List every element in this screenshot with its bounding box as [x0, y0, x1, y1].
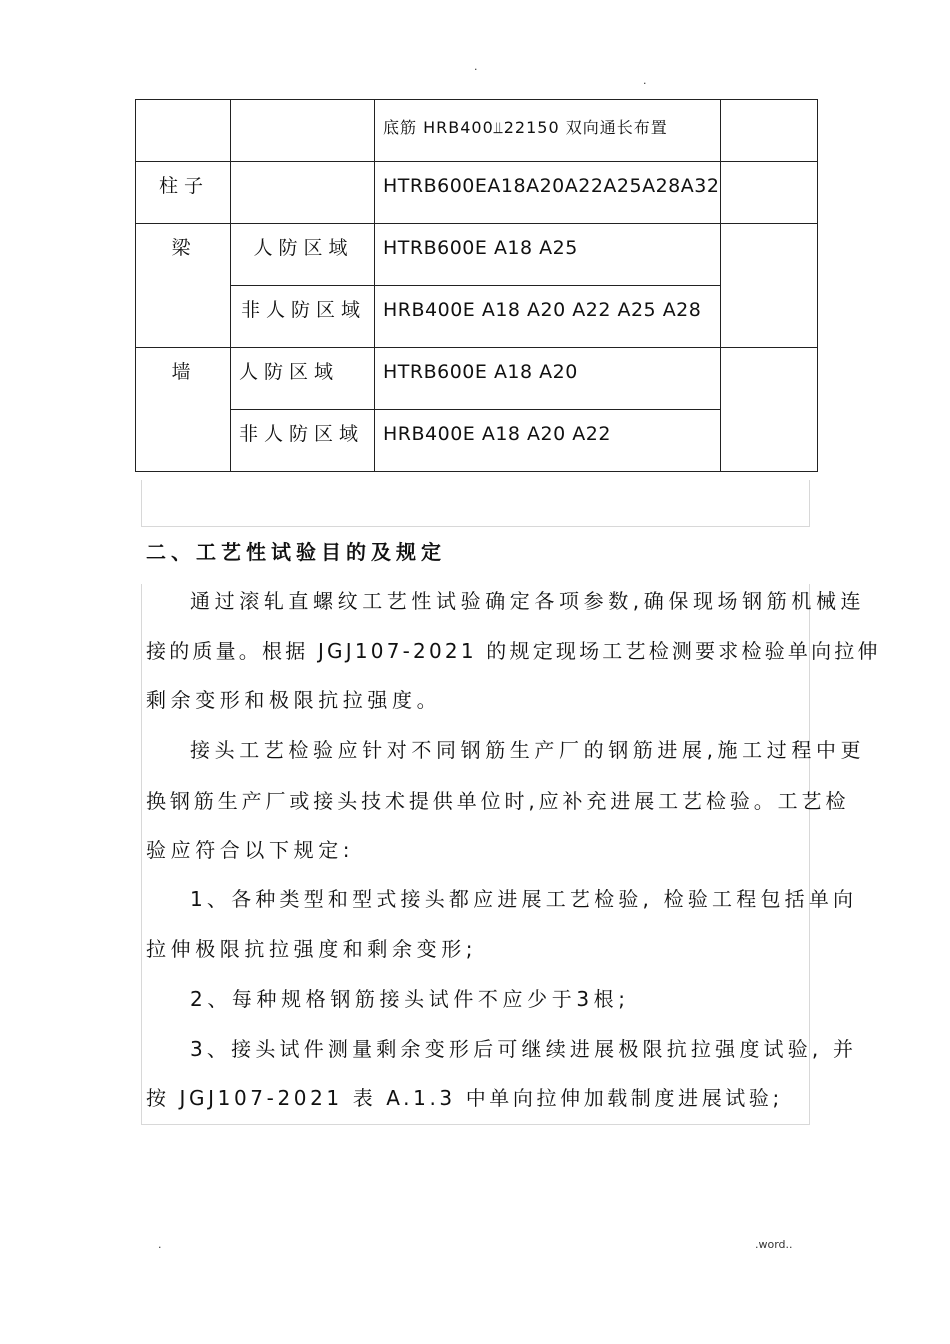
cell-area: 非人防区域 [231, 410, 375, 472]
cell-area [231, 162, 375, 224]
paragraph-line: 剩余变形和极限抗拉强度。 [146, 688, 442, 712]
table-row [136, 224, 818, 286]
cell-area: 人防区域 [231, 348, 375, 410]
section-heading: 二、工艺性试验目的及规定 [146, 540, 446, 564]
header-dot-right: . [643, 74, 647, 87]
footer-left: . [158, 1238, 162, 1251]
header-dot-left: . [474, 60, 478, 73]
cell-note [721, 100, 818, 162]
paragraph-line: 通过滚轧直螺纹工艺性试验确定各项参数,确保现场钢筋机械连 [190, 589, 866, 613]
cell-part [136, 100, 231, 162]
cell-area: 非人防区域 [231, 286, 375, 348]
cell-area: 人防区域 [231, 224, 375, 286]
rebar-spec-table [135, 99, 818, 472]
paragraph-line: 接头工艺检验应针对不同钢筋生产厂的钢筋进展,施工过程中更 [190, 738, 866, 762]
cell-part: 梁 [136, 224, 231, 348]
paragraph-line: 3、接头试件测量剩余变形后可继续进展极限抗拉强度试验, 并 [190, 1037, 858, 1061]
cell-spec: HTRB600EA18A20A22A25A28A32 [375, 162, 721, 224]
paragraph-line: 验应符合以下规定: [146, 838, 355, 862]
table-row [136, 410, 818, 472]
paragraph-line: 按 JGJ107-2021 表 A.1.3 中单向拉伸加载制度进展试验; [146, 1086, 783, 1110]
cell-part: 柱子 [136, 162, 231, 224]
table-row [136, 100, 818, 162]
cell-note [721, 224, 818, 348]
cell-spec: 底筋 HRB400⫫22150 双向通长布置 [375, 100, 721, 162]
table-row [136, 162, 818, 224]
paragraph-line: 2、每种规格钢筋接头试件不应少于3根; [190, 987, 630, 1011]
cell-note [721, 348, 818, 472]
paragraph-line: 1、各种类型和型式接头都应进展工艺检验, 检验工程包括单向 [190, 887, 858, 911]
cell-part: 墙 [136, 348, 231, 472]
frame-divider [141, 480, 810, 527]
cell-spec: HRB400E A18 A20 A22 [375, 410, 721, 472]
cell-spec: HTRB600E A18 A20 [375, 348, 721, 410]
cell-spec: HTRB600E A18 A25 [375, 224, 721, 286]
cell-spec: HRB400E A18 A20 A22 A25 A28 [375, 286, 721, 348]
table-row [136, 286, 818, 348]
paragraph-line: 换钢筋生产厂或接头技术提供单位时,应补充进展工艺检验。工艺检 [146, 789, 850, 813]
cell-area [231, 100, 375, 162]
paragraph-line: 接的质量。根据 JGJ107-2021 的规定现场工艺检测要求检验单向拉伸 [146, 639, 881, 663]
footer-right: .word.. [755, 1238, 793, 1251]
table-row [136, 348, 818, 410]
cell-note [721, 162, 818, 224]
paragraph-line: 拉伸极限抗拉强度和剩余变形; [146, 937, 478, 961]
